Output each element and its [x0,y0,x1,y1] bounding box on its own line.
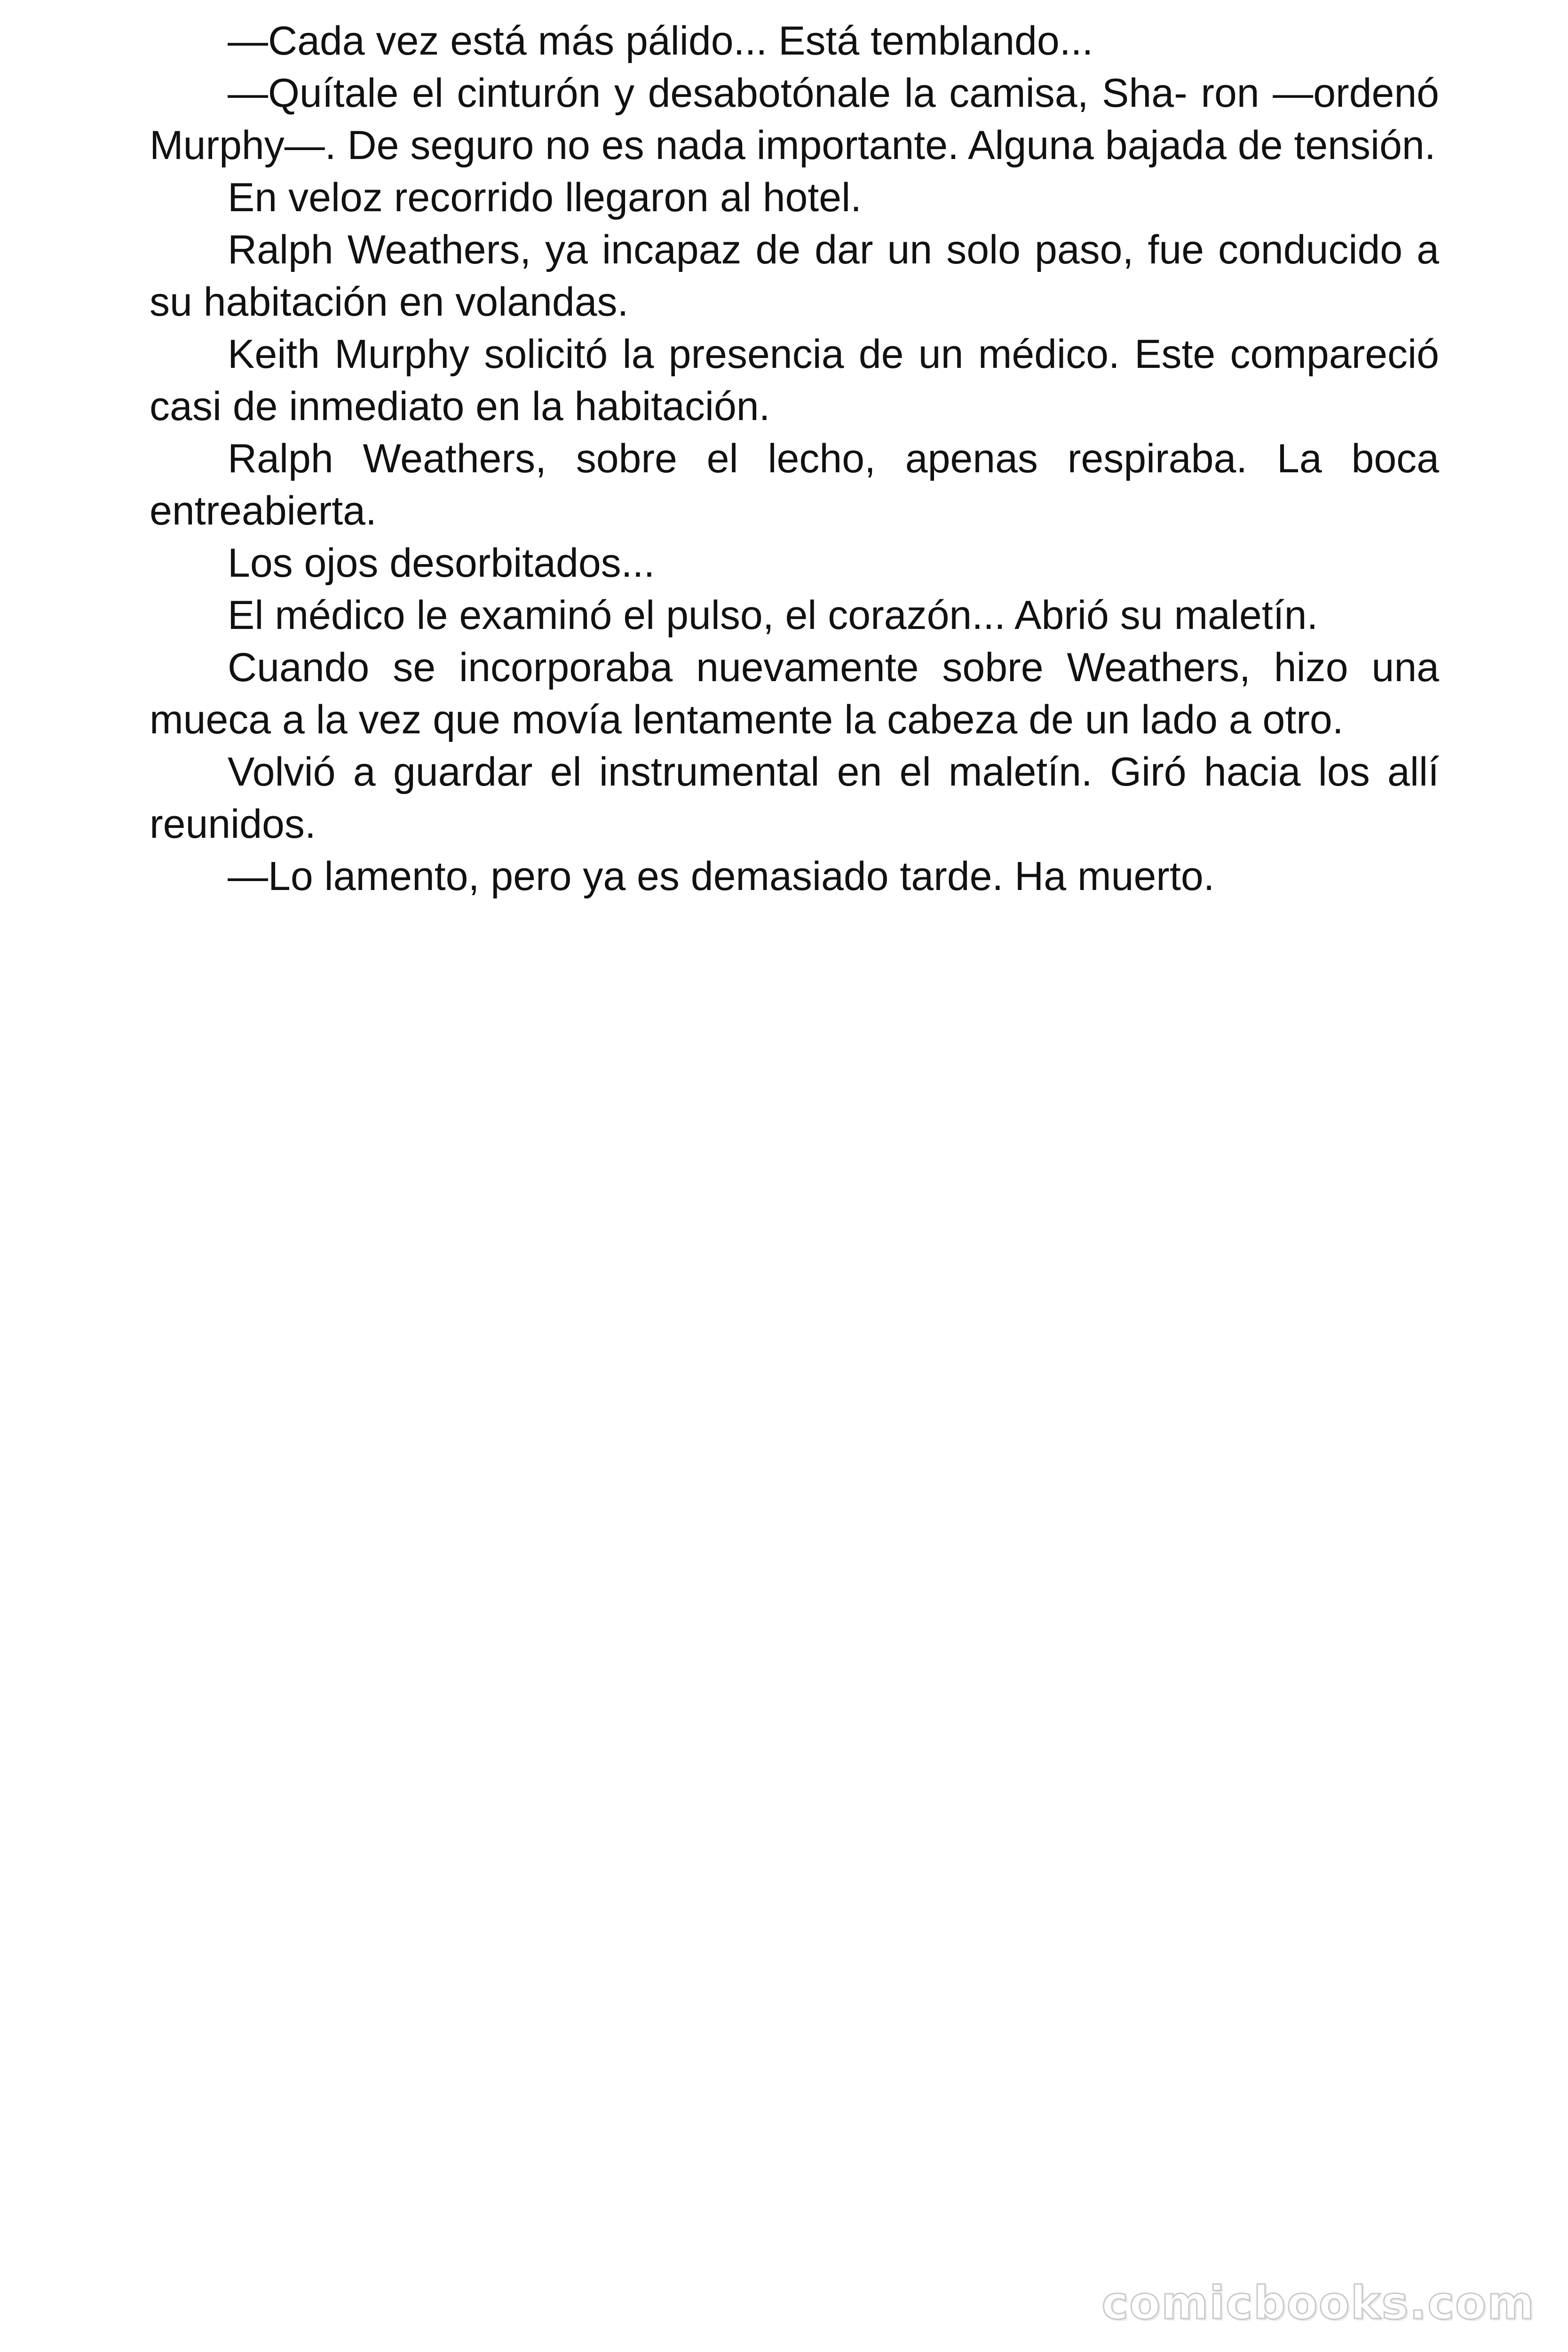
paragraph: —Cada vez está más pálido... Está temblando... [228,18,1093,64]
paragraph: Volvió a guardar el instrumental en el maletín. Giró hacia los allí reunidos. [150,749,1439,847]
paragraph: Keith Murphy solicitó la presencia de un médico. Este compareció casi de inmediato en la habitación. [150,332,1439,429]
paragraph: En veloz recorrido llegaron al hotel. [228,175,862,220]
paragraph: Ralph Weathers, sobre el lecho, apenas respiraba. La boca entreabierta. [150,436,1439,533]
paragraph: El médico le examinó el pulso, el corazón... Abrió su maletín. [228,593,1318,638]
body-text [150,15,1439,903]
paragraph: Los ojos desorbitados... [228,540,655,586]
paragraph: Ralph Weathers, ya incapaz de dar un solo paso, fue conducido a su habitación en volandas. [150,227,1439,325]
paragraph: —Quítale el cinturón y desabotónale la camisa, Sha- ron —ordenó Murphy—. De seguro no es nada importante. Alguna bajada de tensión. [150,71,1439,168]
paragraph: —Lo lamento, pero ya es demasiado tarde. Ha muerto. [228,854,1215,899]
paragraph: Cuando se incorporaba nuevamente sobre Weathers, hizo una mueca a la vez que movía lentamente la cabeza de un lado a otro. [150,645,1439,742]
watermark: comicbooks.com [1101,2277,1535,2329]
